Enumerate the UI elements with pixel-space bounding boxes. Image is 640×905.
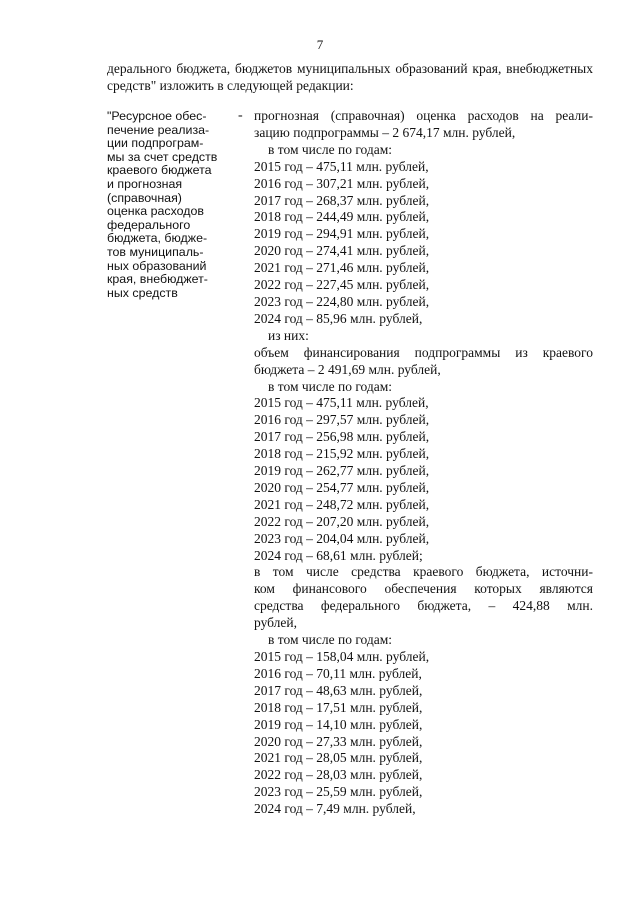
- year-row: 2022 год – 207,20 млн. рублей,: [254, 513, 430, 529]
- year-row: 2018 год – 17,51 млн. рублей,: [254, 699, 423, 715]
- by-years-label: в том числе по годам:: [268, 632, 393, 648]
- label-line: краевого бюджета: [107, 163, 212, 178]
- year-row: 2021 год – 28,05 млн. рублей,: [254, 750, 423, 766]
- label-line: федерального: [107, 217, 191, 232]
- list-dash: -: [238, 108, 243, 123]
- funding-details-column: [254, 108, 593, 818]
- year-row: 2017 год – 48,63 млн. рублей,: [254, 682, 423, 698]
- year-row: 2016 год – 297,57 млн. рублей,: [254, 412, 430, 428]
- label-line: "Ресурсное обес-: [107, 109, 207, 123]
- year-row: 2015 год – 158,04 млн. рублей,: [254, 649, 430, 664]
- label-line: ных средств: [107, 285, 178, 300]
- year-row: 2015 год – 475,11 млн. рублей,: [254, 158, 429, 174]
- year-row: 2019 год – 262,77 млн. рублей,: [254, 463, 430, 479]
- page-number: 7: [316, 37, 324, 52]
- year-row: 2021 год – 271,46 млн. рублей,: [254, 260, 430, 276]
- regional-budget-line-2: бюджета – 2 491,69 млн. рублей,: [254, 361, 441, 377]
- year-row: 2024 год – 85,96 млн. рублей,: [254, 310, 423, 326]
- label-line: печение реализа-: [107, 122, 210, 137]
- forecast-line-1: прогнозная (справочная) оценка расходов на реали-: [254, 108, 593, 123]
- federal-source-line-1: в том числе средства краевого бюджета, источни-: [254, 564, 593, 580]
- by-years-label: в том числе по годам:: [268, 378, 393, 394]
- year-row: 2020 год – 274,41 млн. рублей,: [254, 243, 430, 259]
- year-row: 2015 год – 475,11 млн. рублей,: [254, 395, 429, 411]
- label-line: (справочная): [107, 190, 182, 205]
- forecast-line-2: зацию подпрограммы – 2 674,17 млн. рублей,: [254, 124, 516, 140]
- year-row: 2022 год – 227,45 млн. рублей,: [254, 277, 430, 293]
- label-line: ных образований: [107, 258, 207, 273]
- label-line: и прогнозная: [107, 176, 183, 191]
- of-them-label: из них:: [268, 327, 309, 343]
- label-line: бюджета, бюдже-: [107, 231, 208, 246]
- year-row: 2023 год – 25,59 млн. рублей,: [254, 784, 423, 800]
- year-row: 2019 год – 294,91 млн. рублей,: [254, 226, 430, 242]
- label-line: мы за счет средств: [107, 149, 218, 164]
- year-row: 2023 год – 224,80 млн. рублей,: [254, 293, 430, 309]
- federal-source-line-2: ком финансового обеспечения которых являются: [254, 581, 593, 597]
- year-row: 2016 год – 307,21 млн. рублей,: [254, 175, 430, 191]
- year-row: 2022 год – 28,03 млн. рублей,: [254, 767, 423, 783]
- year-row: 2024 год – 68,61 млн. рублей;: [254, 547, 423, 563]
- federal-source-line-3: средства федерального бюджета, – 424,88 млн.: [254, 598, 593, 614]
- year-row: 2017 год – 268,37 млн. рублей,: [254, 192, 430, 208]
- federal-source-line-4: рублей,: [254, 615, 298, 631]
- label-line: ции подпрограм-: [107, 136, 204, 151]
- year-row: 2017 год – 256,98 млн. рублей,: [254, 429, 430, 445]
- year-row: 2024 год – 7,49 млн. рублей,: [254, 801, 416, 817]
- intro-paragraph: дерального бюджета, бюджетов муниципальных образований края, внебюджетных средств" изложить в следующей редакции:: [107, 61, 593, 93]
- label-line: тов муниципаль-: [107, 244, 204, 259]
- year-row: 2020 год – 27,33 млн. рублей,: [254, 733, 423, 749]
- year-row: 2020 год – 254,77 млн. рублей,: [254, 479, 430, 495]
- resource-label-column: [107, 110, 232, 300]
- year-row: 2016 год – 70,11 млн. рублей,: [254, 665, 422, 681]
- label-line: края, внебюджет-: [107, 272, 208, 287]
- year-row: 2023 год – 204,04 млн. рублей,: [254, 530, 430, 546]
- year-row: 2018 год – 244,49 млн. рублей,: [254, 209, 430, 225]
- year-row: 2021 год – 248,72 млн. рублей,: [254, 496, 430, 512]
- year-row: 2018 год – 215,92 млн. рублей,: [254, 446, 430, 462]
- year-row: 2019 год – 14,10 млн. рублей,: [254, 716, 423, 732]
- by-years-label: в том числе по годам:: [268, 141, 393, 157]
- regional-budget-line-1: объем финансирования подпрограммы из краевого: [254, 344, 593, 360]
- label-line: оценка расходов: [107, 204, 204, 219]
